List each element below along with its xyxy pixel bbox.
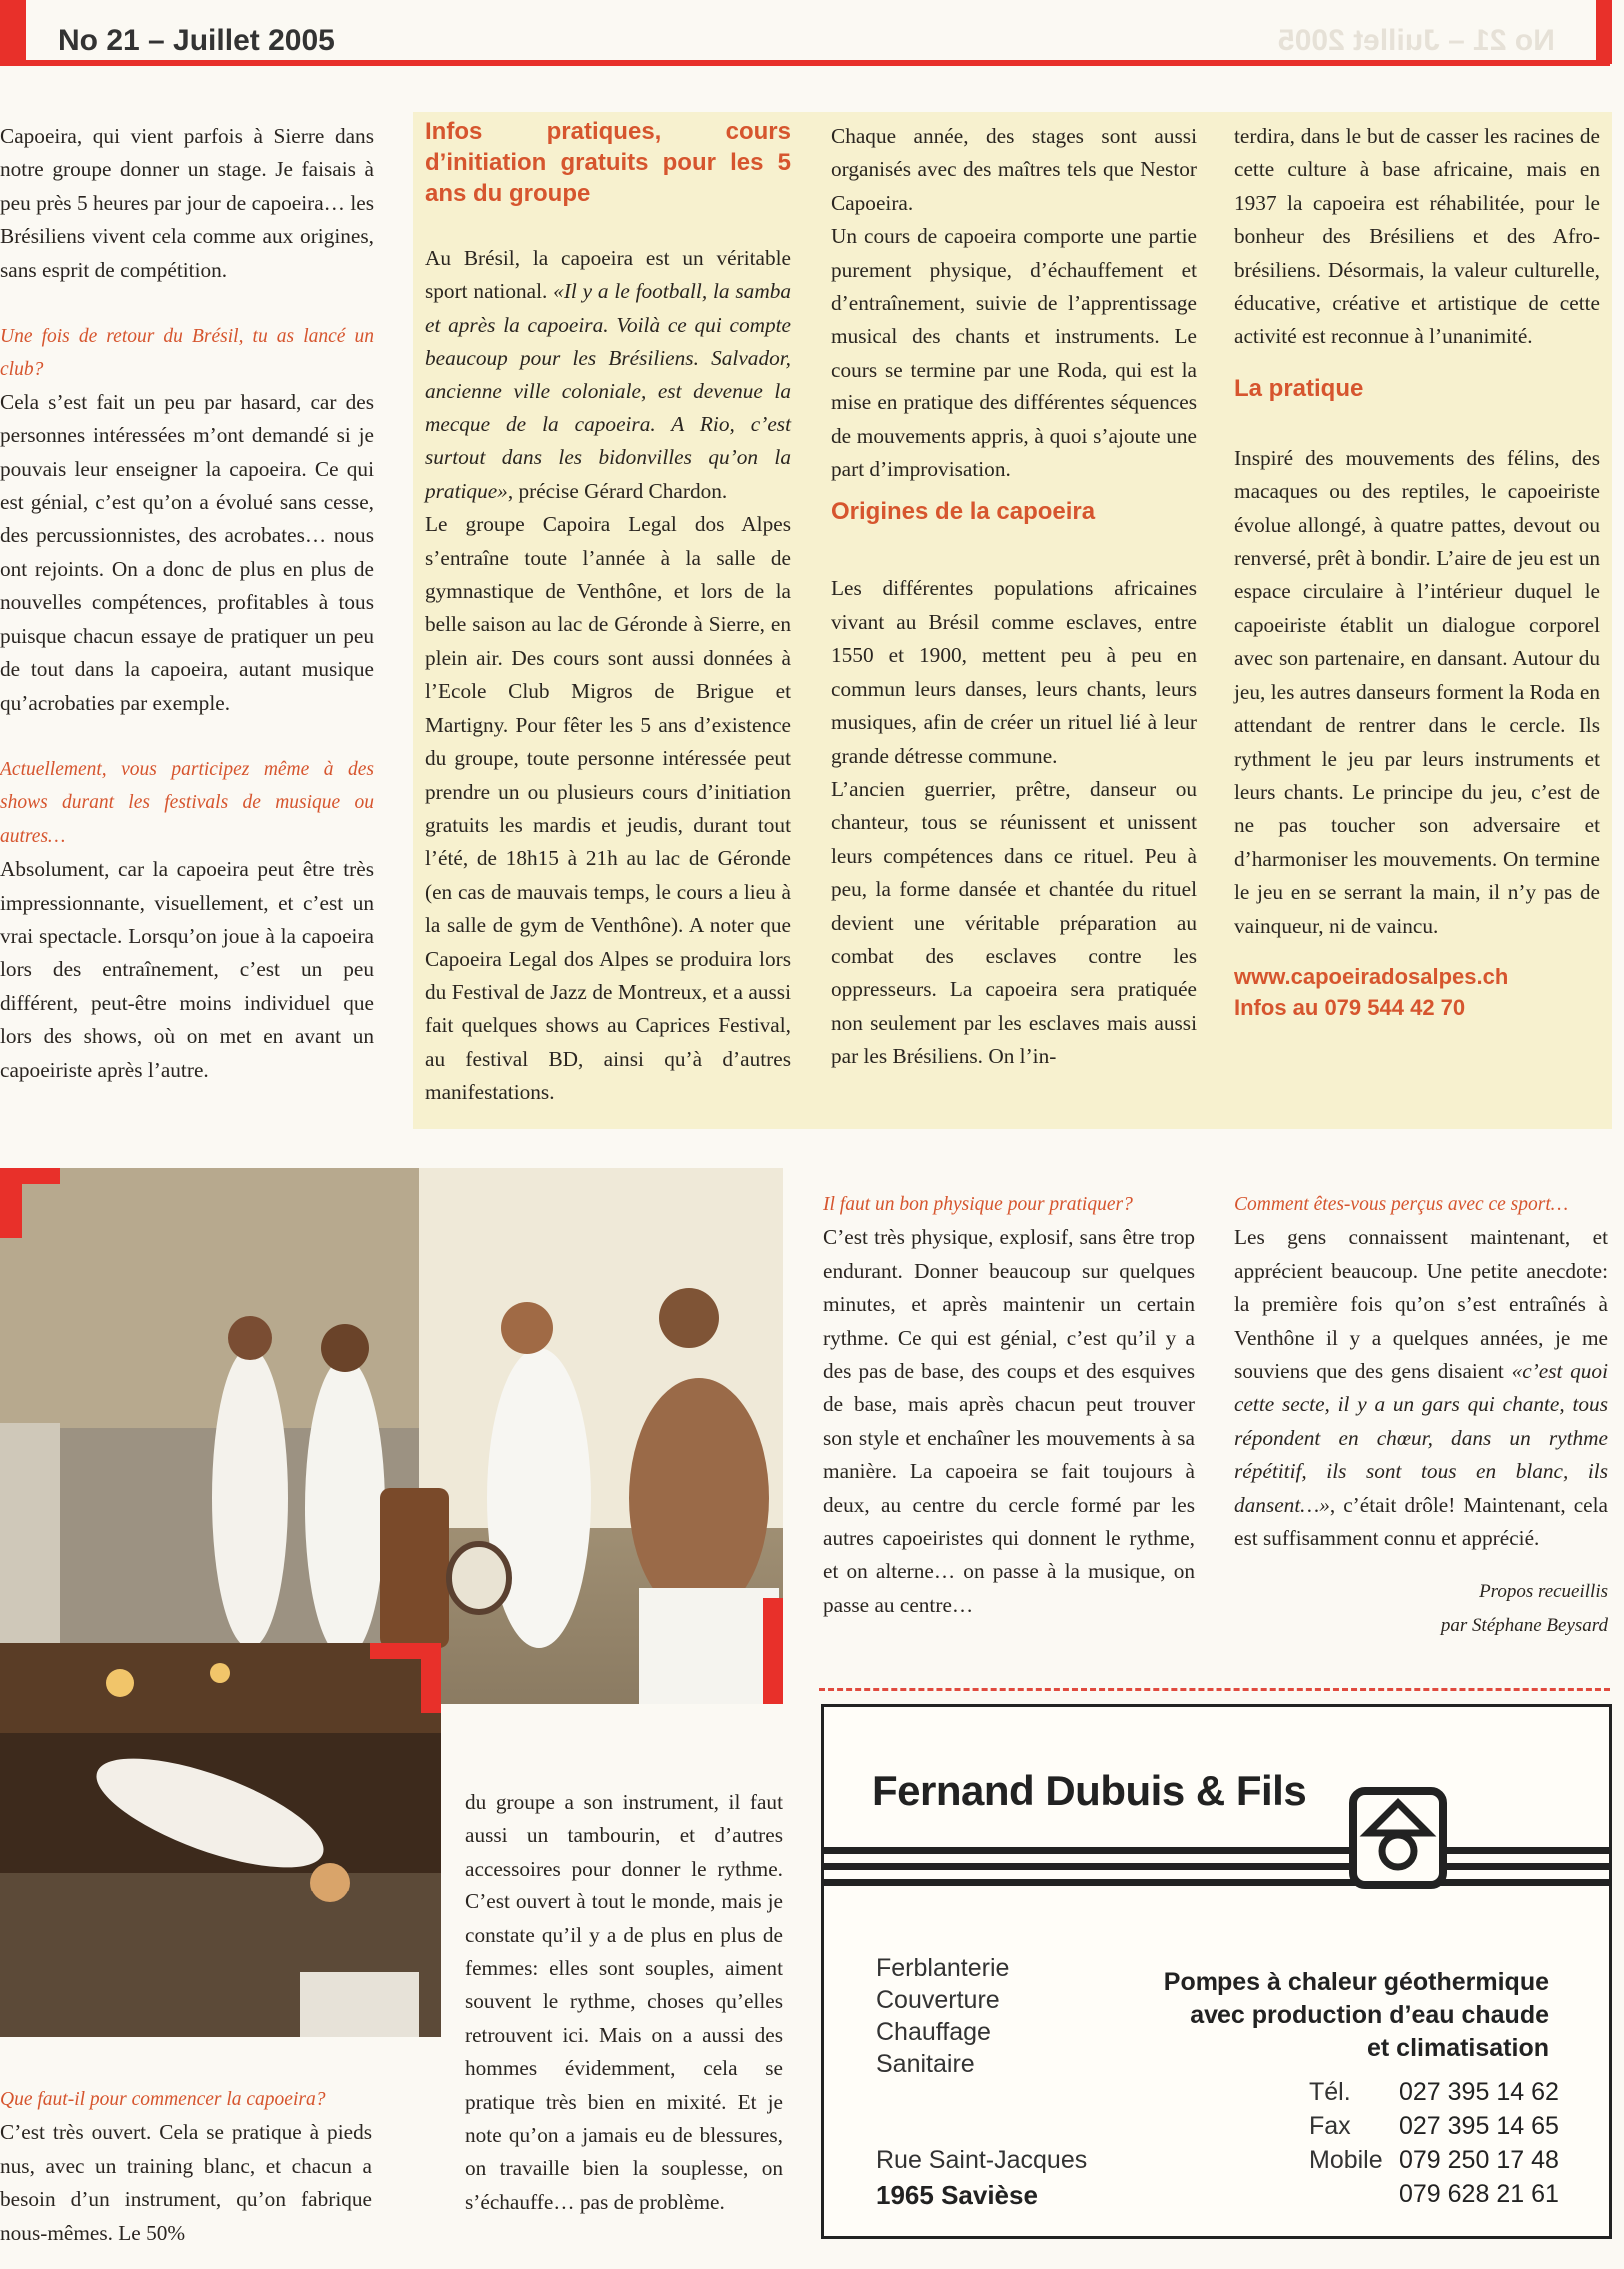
ad-separator <box>819 1688 1610 1691</box>
ad-mobile-label: Mobile <box>1309 2146 1383 2174</box>
header-line <box>0 60 1610 66</box>
quote: «Il y a le football, la samba et après la capoeira. Voilà ce qui compte beaucoup pour les Brésiliens. Salvador, ancienne ville coloniale, est devenue la mecque de la capoeira. A Rio, c’est surtout dans les bidonvilles qu’on la pratique» <box>425 279 791 503</box>
photo-acrobat-image <box>0 1643 441 2037</box>
ad-box <box>821 1704 1612 2239</box>
photo-musicians <box>0 1168 783 1704</box>
ad-street: Rue Saint-Jacques <box>876 2146 1088 2174</box>
paragraph <box>1234 1221 1608 1555</box>
quote: «c’est quoi cette secte, il y a un gars qui chante, tous répondent en chœur, dans un rythme répétitif, ils sont tous en blanc, ils dansent…» <box>1234 1359 1608 1517</box>
ad-service: Sanitaire <box>876 2050 975 2078</box>
ad-logo-icon <box>824 1787 1611 1906</box>
text: , c’était drôle! Maintenant, cela est suffisamment connu et apprécié. <box>1234 1492 1608 1551</box>
paragraph: terdira, dans le but de casser les racines de cette culture à base africaine, mais en 1937 la capoeira est réhabilitée, pour le bonheur des Brésiliens et des Afro-brésiliens. Désormais, la valeur culturelle, éducative, créative et artistique de cette activité est reconnue à l’unanimité. <box>1234 124 1600 349</box>
issue-title: No 21 – Juillet 2005 <box>58 24 335 57</box>
column-2 <box>425 116 791 1110</box>
ad-mobile: 079 250 17 48 <box>1399 2146 1559 2174</box>
column-bottom-left <box>0 2083 372 2250</box>
ad-tagline: et climatisation <box>1367 2034 1549 2062</box>
ad-company: Fernand Dubuis & Fils <box>872 1767 1307 1814</box>
ad-service: Ferblanterie <box>876 1954 1010 1982</box>
paragraph: Capoeira, qui vient parfois à Sierre dans notre groupe donner un stage. Je faisais à peu près 5 heures par jour de capoeira… les Brésiliens vivent cela comme aux origines, sans esprit de compétition. <box>0 124 374 282</box>
header-corner-right <box>1596 0 1612 64</box>
ad-tel-label: Tél. <box>1309 2078 1351 2106</box>
issue-title-mirror: No 21 – Juillet 2005 <box>1278 24 1555 57</box>
credit-line: Propos recueillis <box>1479 1581 1608 1603</box>
paragraph <box>425 242 791 508</box>
column-4 <box>1234 120 1600 1023</box>
origins-heading: Origines de la capoeira <box>831 498 1096 526</box>
paragraph: L’ancien guerrier, prêtre, danseur ou chanteur, tous se réunissent et unissent leurs compétences dans ce rituel. Peu à peu, la forme dansée et chantée du rituel devient une véritable préparation au combat des esclaves contre les oppresseurs. La capoeira sera pratiquée non seulement par les esclaves mais aussi par les Brésiliens. On l’in- <box>831 776 1197 1069</box>
question: Actuellement, vous participez même à des shows durant les festivals de musique ou autres… <box>0 758 374 847</box>
question: Il faut un bon physique pour pratiquer? <box>823 1194 1133 1215</box>
column-1 <box>0 120 374 1087</box>
info-phone: Infos au 079 544 42 70 <box>1234 994 1466 1020</box>
question: Que faut-il pour commencer la capoeira? <box>0 2089 326 2110</box>
text: Au Brésil, la capoeira est un véritable sport national. <box>425 246 791 304</box>
paragraph: Chaque année, des stages sont aussi organisés avec des maîtres tels que Nestor Capoeira. <box>831 124 1197 215</box>
credit-author: par Stéphane Beysard <box>1440 1614 1608 1636</box>
paragraph: Absolument, car la capoeira peut être très impressionnante, visuellement, et c’est un vrai spectacle. Lorsqu’on joue à la capoeira lors des entraînement, c’est un peu différent, peut-être moins individuel que lors des shows, où on met en avant un capoeiriste après l’autre. <box>0 857 374 1082</box>
paragraph: Le groupe Capoira Legal dos Alpes s’entraîne toute l’année à la salle de gymnastique de Venthône, et lors de la belle saison au lac de Géronde à Sierre, en plein air. Des cours sont aussi données à l’Ecole Club Migros de Brigue et Martigny. Pour fêter les 5 ans d’existence du groupe, toute personne intéressée peut prendre un ou plusieurs cours d’initiation gratuits les mardis et jeudis, durant tout l’été, de 18h15 à 21h au lac de Géronde (en cas de mauvais temps, le cours a lieu à la salle de gym de Venthône). A noter que Capoeira Legal dos Alpes se produira lors du Festival de Jazz de Montreux, et a aussi fait quelques shows au Caprices Festival, au festival BD, ainsi qu’à d’autres manifestations. <box>425 512 791 1105</box>
paragraph: C’est très physique, explosif, sans être trop endurant. Donner beaucoup sur quelques minutes, et après maintenir un certain rythme. Ce qui est génial, c’est qu’il y a des pas de base, des coups et des esquives de base, mais après chacun peut trouver son style et enchaîner les mouvements à sa manière. La capoeira se fait toujours à deux, au centre du cercle formé par les autres capoeiristes qui donnent le rythme, et on alterne… on passe à la musique, on passe au centre… <box>823 1225 1195 1617</box>
ad-service: Couverture <box>876 1986 1000 2014</box>
paragraph: du groupe a son instrument, il faut aussi un tambourin, et d’autres accessoires pour donner le rythme. C’est ouvert à tout le monde, mais je constate qu’il y a de plus en plus de femmes: elles sont souples, aiment souvent le rythme, choses qu’elles retrouvent ici. Mais on a aussi des hommes évidemment, cela se pratique très bien en mixité. Et je note qu’on a jamais eu de blessures, on travaille bien la souplesse, on s’échauffe… pas de problème. <box>465 1790 783 2214</box>
header-bar <box>0 0 1624 64</box>
photo-corner <box>743 1598 783 1704</box>
ad-mobile-2: 079 628 21 61 <box>1399 2180 1559 2208</box>
column-mid-4 <box>1234 1188 1608 1642</box>
column-mid-3 <box>823 1188 1195 1622</box>
practice-heading: La pratique <box>1234 375 1364 402</box>
photo-acrobat <box>0 1643 441 2037</box>
photo-musicians-image <box>0 1168 783 1704</box>
ad-fax: 027 395 14 65 <box>1399 2112 1559 2140</box>
ad-tagline: Pompes à chaleur géothermique <box>1163 1968 1549 1996</box>
paragraph: Un cours de capoeira comporte une partie purement physique, d’échauffement et d’entraînement, suivie de l’apprentissage musical des chants et instruments. Le cours se termine par une Roda, qui est la mise en pratique des différentes séquences de mouvements appris, à quoi s’ajoute une part d’improvisation. <box>831 224 1197 482</box>
text: , précise Gérard Chardon. <box>507 478 728 503</box>
column-3 <box>831 120 1197 1074</box>
question: Une fois de retour du Brésil, tu as lancé un club? <box>0 326 374 380</box>
website-link[interactable]: www.capoeiradosalpes.ch <box>1234 963 1509 989</box>
paragraph: Cela s’est fait un peu par hasard, car des personnes intéressées m’ont demandé si je pouvais leur enseigner la capoeira. Ce qui est génial, c’est qu’on a évolué sans cesse, des percussionnistes, des acrobates… nous ont rejoints. On a donc de plus en plus de nouvelles compétences, profitables à tous puisque chacun essaye de pratiquer un peu de tout dans la capoeira, autant musique qu’acrobaties par exemple. <box>0 389 374 715</box>
photo-corner <box>0 1168 60 1184</box>
header-corner-left <box>0 0 26 64</box>
ad-fax-label: Fax <box>1309 2112 1351 2140</box>
ad-service: Chauffage <box>876 2018 991 2046</box>
ad-tagline: avec production d’eau chaude <box>1190 2001 1549 2029</box>
text: Les gens connaissent maintenant, et apprécient beaucoup. Une petite anecdote: la première fois qu’on s’est entraînés à Venthône il y a quelques années, je me souviens que des gens disaient <box>1234 1225 1608 1384</box>
info-heading: Infos pratiques, cours d’initiation gratuits pour les 5 ans du groupe <box>425 118 791 207</box>
question: Comment êtes-vous perçus avec ce sport… <box>1234 1194 1569 1215</box>
paragraph: C’est très ouvert. Cela se pratique à pieds nus, avec un training blanc, et chacun a besoin d’un instrument, qu’on fabrique nous-mêmes. Le 50% <box>0 2120 372 2245</box>
ad-city: 1965 Savièse <box>876 2180 1038 2210</box>
ad-tel: 027 395 14 62 <box>1399 2078 1559 2106</box>
photo-corner <box>370 1643 441 1659</box>
column-bottom-mid <box>465 1786 783 2219</box>
paragraph: Inspiré des mouvements des félins, des macaques ou des reptiles, le capoeiriste évolue allongé, à quatre pattes, devout ou renversé, prêt à bondir. L’aire de jeu est un espace circulaire à l’intérieur duquel le capoeiriste établit un dialogue corporel avec son partenaire, en dansant. Autour du jeu, les autres danseurs forment la Roda en attendant de rentrer dans le cercle. Ils rythment le jeu par leurs instruments et leurs chants. Le principe du jeu, c’est de ne pas toucher son adversaire et d’harmoniser les mouvements. On termine le jeu en se serrant la main, il n’y pas de vainqueur, ni de vaincu. <box>1234 445 1600 938</box>
paragraph: Les différentes populations africaines vivant au Brésil comme esclaves, entre 1550 et 1900, mettent peu à peu en commun leurs danses, leurs chants, leurs musiques, afin de créer un rituel lié à leur grande détresse commune. <box>831 576 1197 768</box>
